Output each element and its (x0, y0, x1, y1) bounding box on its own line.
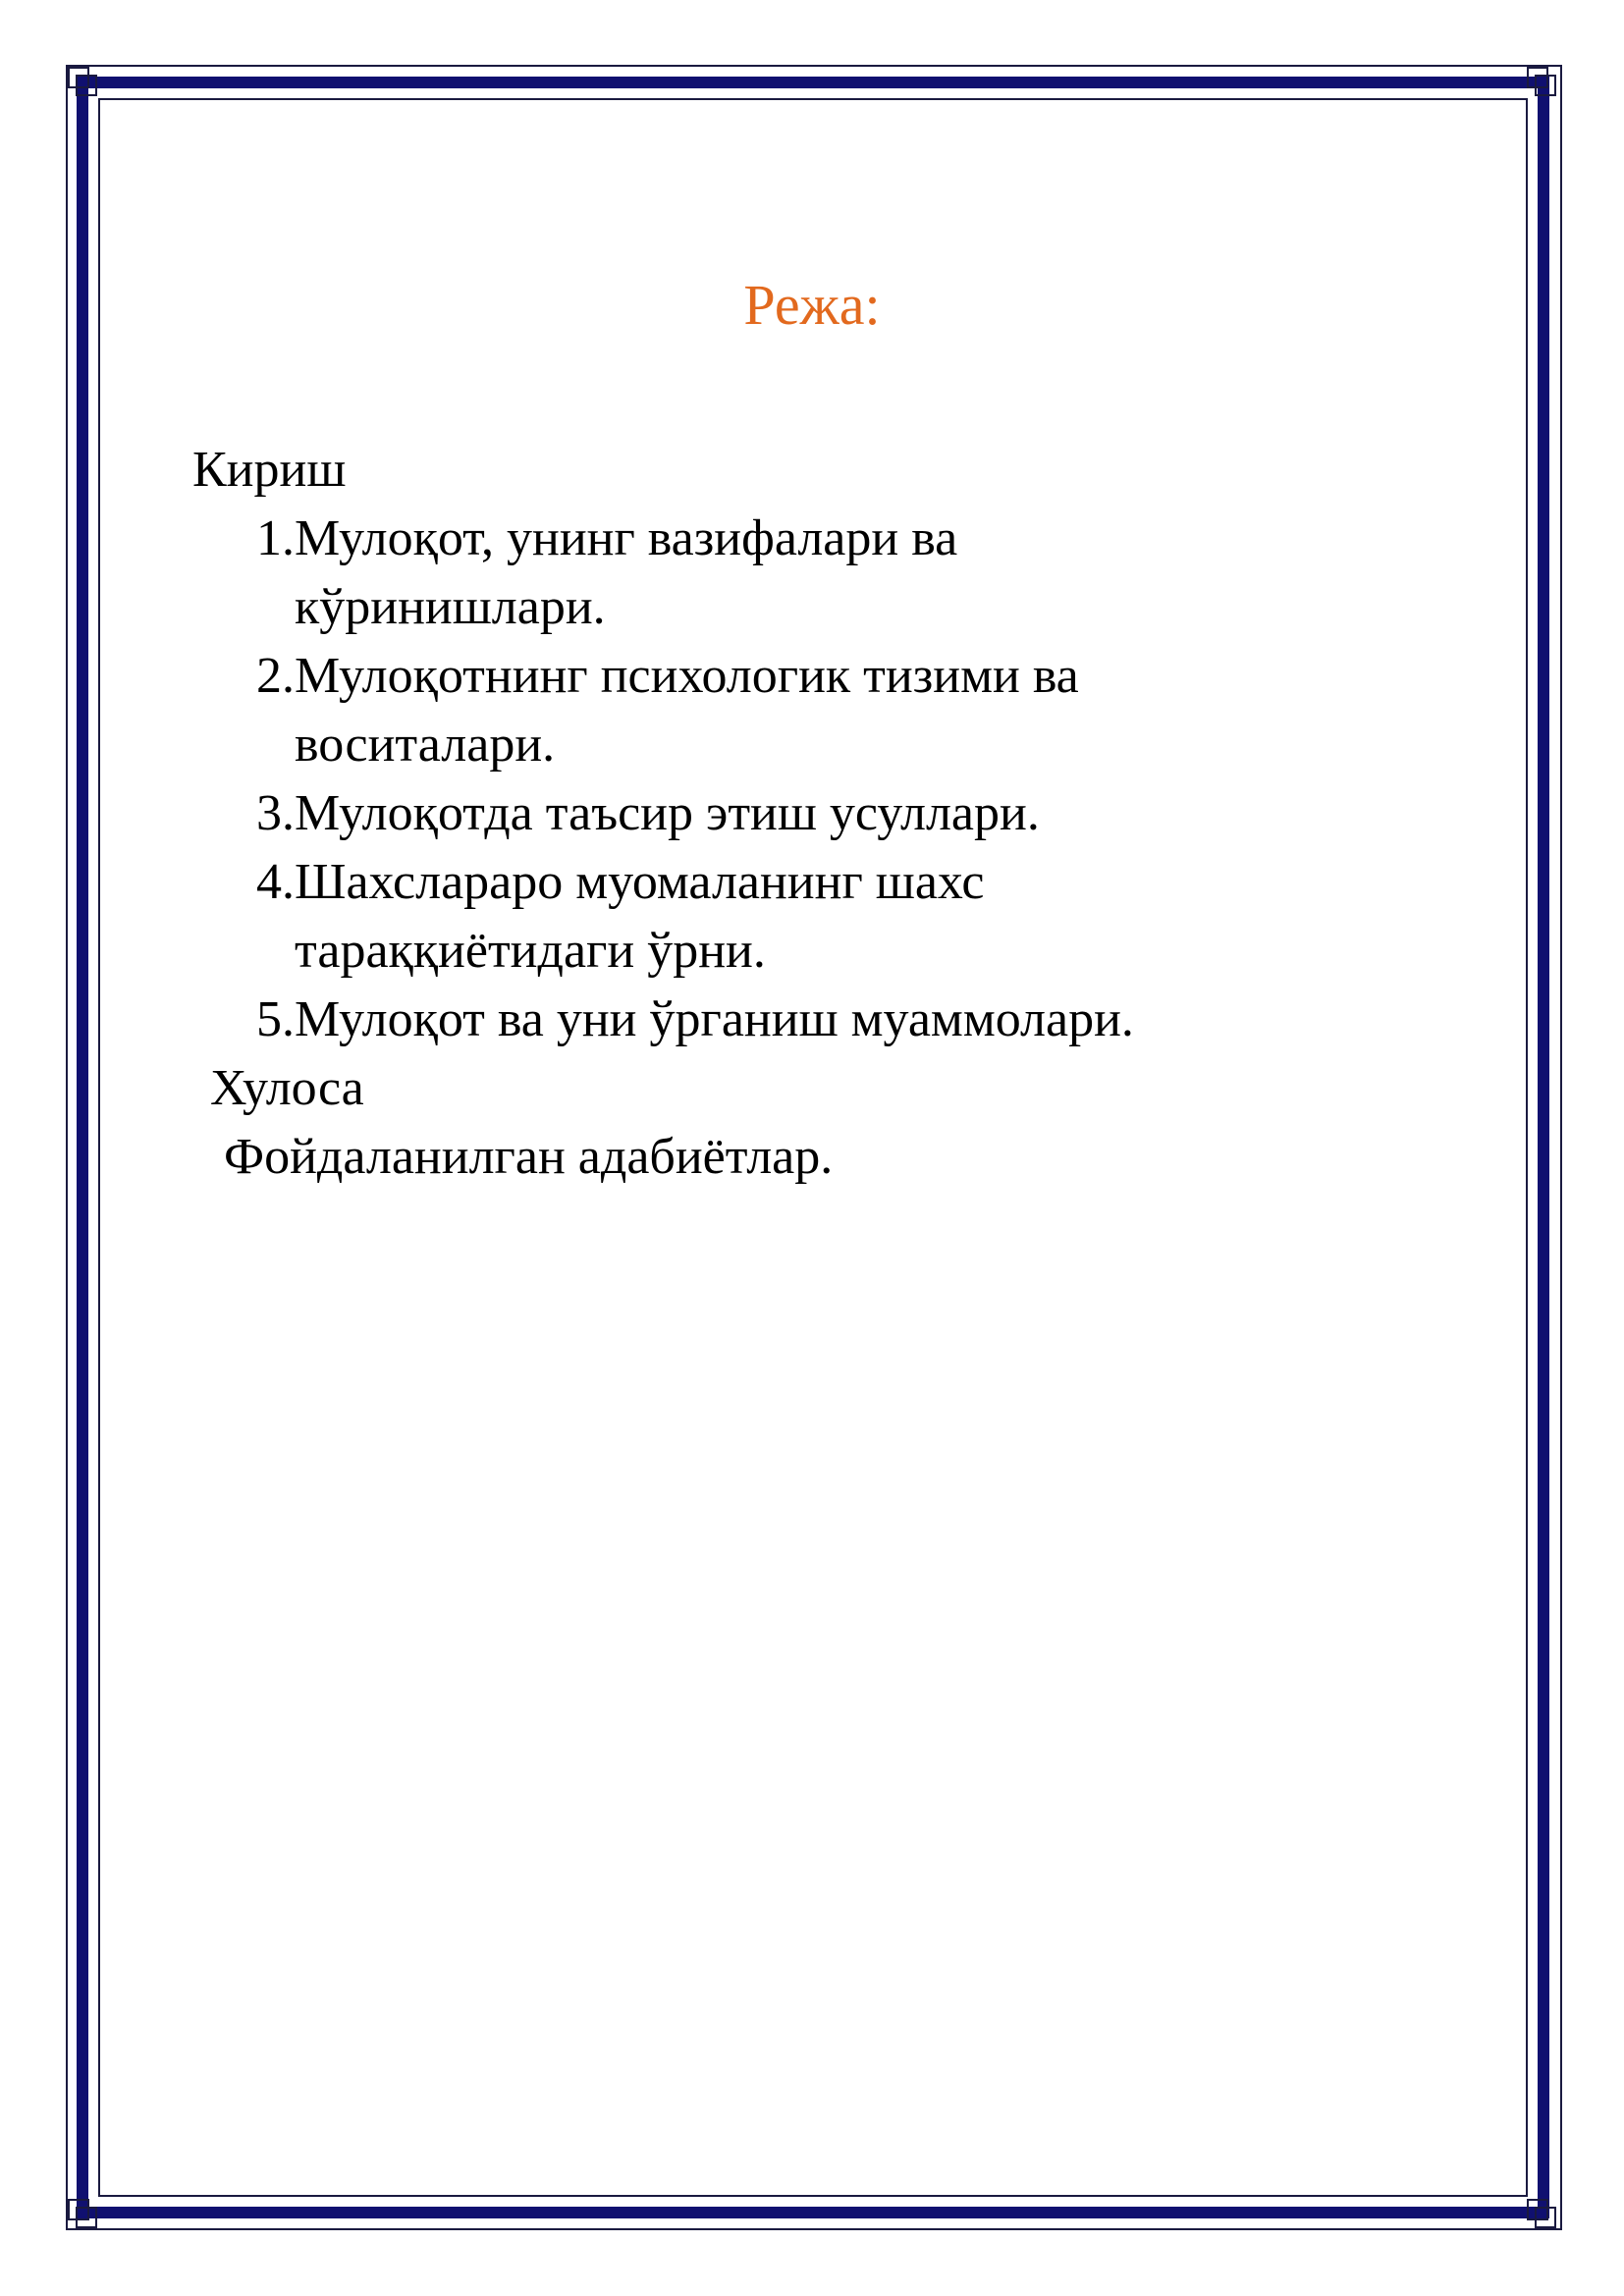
plan-item-text: Шахслараро муомаланинг шахс тараққиётидаги ўрни. (295, 854, 985, 979)
plan-item-text: Мулоқот, унинг вазифалари ва кўринишлари. (295, 510, 958, 635)
corner-ornament-bottom-left (68, 2199, 97, 2228)
plan-item-text: Мулоқот ва уни ўрганиш муаммолари. (295, 991, 1134, 1047)
plan-item-number: 5. (256, 991, 295, 1047)
plan-item-number: 1. (256, 510, 295, 566)
plan-item (192, 848, 1371, 986)
plan-item (192, 986, 1371, 1054)
plan-item-text: Мулоқотда таъсир этиш усуллари. (295, 785, 1040, 841)
corner-ornament-top-left (68, 67, 97, 96)
corner-ornament-bottom-right (1527, 2199, 1556, 2228)
plan-item-number: 2. (256, 648, 295, 704)
plan-list (192, 505, 1371, 1054)
intro-heading: Кириш (192, 442, 347, 498)
conclusion-heading: Хулоса (210, 1060, 364, 1116)
plan-item (192, 642, 1371, 779)
plan-item (192, 505, 1371, 642)
plan-item-number: 3. (256, 785, 295, 841)
corner-ornament-top-right (1527, 67, 1556, 96)
references-heading: Фойдаланилган адабиётлар. (224, 1129, 834, 1185)
plan-item-text: Мулоқотнинг психологик тизими ва воситалари. (295, 648, 1079, 773)
plan-item (192, 779, 1371, 848)
plan-content (192, 436, 1371, 1192)
page-title: Режа: (743, 273, 881, 337)
plan-item-number: 4. (256, 854, 295, 910)
